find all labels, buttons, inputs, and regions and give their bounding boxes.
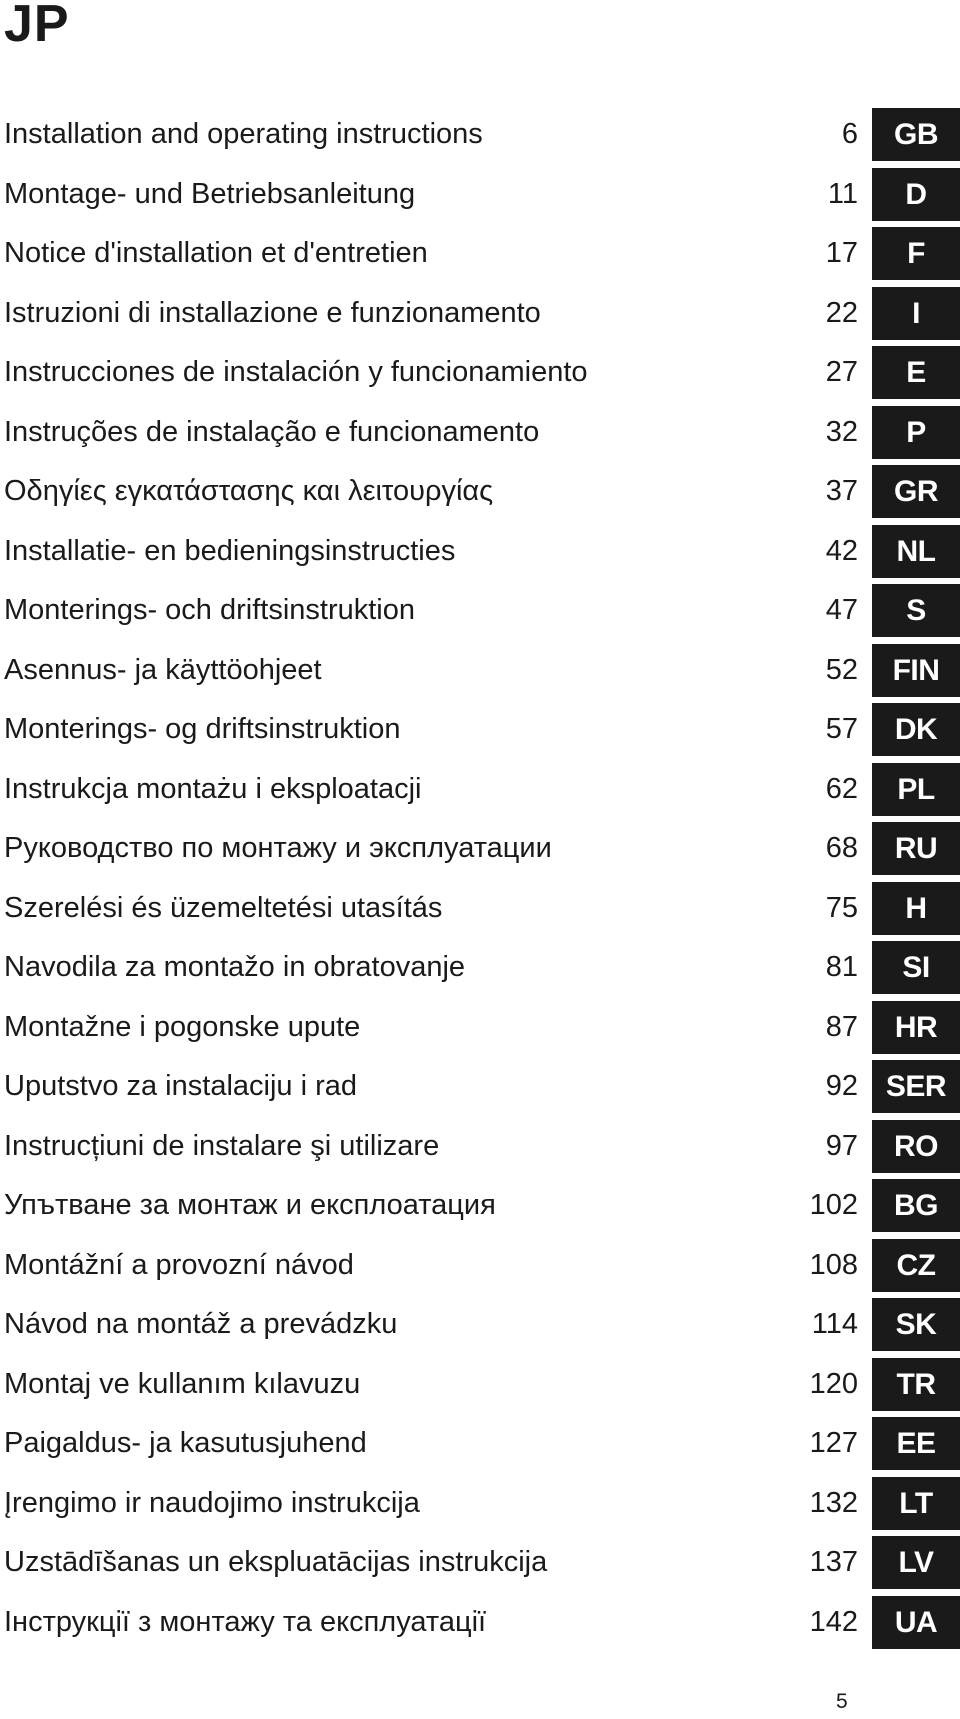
toc-row[interactable]	[0, 1477, 960, 1537]
toc-page-number: 102	[809, 1189, 858, 1221]
toc-row[interactable]	[0, 406, 960, 466]
toc-entry-title: Montaj ve kullanım kılavuzu	[4, 1367, 361, 1400]
toc-page-number: 6	[841, 118, 858, 150]
language-tab: RO	[872, 1120, 960, 1173]
toc-page-number: 92	[825, 1070, 858, 1102]
language-tab: UA	[872, 1596, 960, 1649]
toc-page-number: 11	[827, 177, 858, 210]
toc-row[interactable]	[0, 1060, 960, 1120]
toc-page-number: 27	[825, 356, 858, 388]
toc-row[interactable]	[0, 763, 960, 823]
toc-row[interactable]	[0, 525, 960, 585]
toc-row[interactable]	[0, 1596, 960, 1656]
toc-row[interactable]	[0, 584, 960, 644]
table-of-contents	[0, 108, 960, 1655]
language-tab: LV	[872, 1536, 960, 1589]
language-tab: F	[872, 227, 960, 280]
toc-page-number: 97	[825, 1129, 858, 1162]
toc-row[interactable]	[0, 168, 960, 228]
language-tab: GR	[872, 465, 960, 518]
toc-page-number: 114	[811, 1308, 858, 1340]
toc-entry-title: Navodila za montažo in obratovanje	[4, 951, 466, 983]
toc-row[interactable]	[0, 941, 960, 1001]
document-title: JP	[4, 0, 70, 53]
toc-row[interactable]	[0, 1239, 960, 1299]
language-tab: LT	[872, 1477, 960, 1530]
toc-row[interactable]	[0, 465, 960, 525]
toc-entry-title: Instrucțiuni de instalare şi utilizare	[4, 1129, 440, 1162]
language-tab: SI	[872, 941, 960, 994]
toc-row[interactable]	[0, 1298, 960, 1358]
language-tab: DK	[872, 703, 960, 756]
toc-page-number: 142	[809, 1605, 858, 1638]
language-tab: H	[872, 882, 960, 935]
toc-entry-title: Uzstādīšanas un ekspluatācijas instrukcija	[4, 1546, 548, 1578]
page-number: 5	[836, 1690, 848, 1713]
toc-entry-title: Інструкції з монтажу та експлуатації	[4, 1605, 487, 1638]
toc-row[interactable]	[0, 882, 960, 942]
toc-row[interactable]	[0, 1001, 960, 1061]
language-tab: RU	[872, 822, 960, 875]
toc-page-number: 127	[809, 1427, 858, 1459]
language-tab: EE	[872, 1417, 960, 1470]
toc-row[interactable]	[0, 1417, 960, 1477]
toc-entry-title: Instrukcja montażu i eksploatacji	[4, 772, 422, 805]
toc-page-number: 17	[825, 237, 858, 269]
toc-page-number: 68	[825, 832, 858, 864]
toc-row[interactable]	[0, 644, 960, 704]
toc-row[interactable]	[0, 1358, 960, 1418]
toc-entry-title: Įrengimo ir naudojimo instrukcija	[4, 1486, 420, 1519]
toc-row[interactable]	[0, 703, 960, 763]
toc-page-number: 132	[809, 1486, 858, 1519]
language-tab: BG	[872, 1179, 960, 1232]
toc-entry-title: Упътване за монтаж и експлоатация	[4, 1189, 496, 1221]
language-tab: D	[872, 168, 960, 221]
toc-row[interactable]	[0, 822, 960, 882]
toc-entry-title: Installatie- en bedieningsinstructies	[4, 534, 456, 567]
toc-page-number: 32	[825, 415, 858, 448]
toc-page-number: 52	[825, 653, 858, 686]
toc-page-number: 87	[825, 1010, 858, 1043]
toc-row[interactable]	[0, 1536, 960, 1596]
language-tab: E	[872, 346, 960, 399]
toc-entry-title: Руководство по монтажу и эксплуатации	[4, 832, 552, 864]
language-tab: I	[872, 287, 960, 340]
toc-entry-title: Notice d'installation et d'entretien	[4, 237, 428, 269]
language-tab: FIN	[872, 644, 960, 697]
toc-entry-title: Montage- und Betriebsanleitung	[4, 177, 416, 210]
toc-entry-title: Οδηγίες εγκατάστασης και λειτουργίας	[4, 475, 494, 507]
toc-page-number: 120	[809, 1367, 858, 1400]
language-tab: SK	[872, 1298, 960, 1351]
toc-entry-title: Paigaldus- ja kasutusjuhend	[4, 1427, 367, 1459]
toc-page-number: 81	[825, 951, 858, 983]
toc-entry-title: Monterings- och driftsinstruktion	[4, 594, 415, 626]
toc-page-number: 37	[825, 475, 858, 507]
toc-entry-title: Uputstvo za instalaciju i rad	[4, 1070, 357, 1102]
toc-row[interactable]	[0, 227, 960, 287]
language-tab: NL	[872, 525, 960, 578]
language-tab: P	[872, 406, 960, 459]
toc-page-number: 108	[809, 1248, 858, 1281]
toc-page-number: 47	[825, 594, 858, 626]
toc-entry-title: Instrucciones de instalación y funcionamiento	[4, 356, 588, 388]
toc-entry-title: Asennus- ja käyttöohjeet	[4, 653, 322, 686]
toc-entry-title: Montážní a provozní návod	[4, 1248, 354, 1281]
toc-entry-title: Návod na montáž a prevádzku	[4, 1308, 398, 1340]
language-tab: S	[872, 584, 960, 637]
language-tab: CZ	[872, 1239, 960, 1292]
toc-entry-title: Monterings- og driftsinstruktion	[4, 713, 401, 745]
language-tab: HR	[872, 1001, 960, 1054]
language-tab: TR	[872, 1358, 960, 1411]
toc-entry-title: Istruzioni di installazione e funzionamento	[4, 296, 541, 329]
language-tab: PL	[872, 763, 960, 816]
toc-page-number: 42	[825, 534, 858, 567]
toc-row[interactable]	[0, 287, 960, 347]
toc-row[interactable]	[0, 1120, 960, 1180]
toc-page-number: 62	[825, 772, 858, 805]
toc-page-number: 75	[825, 891, 858, 924]
toc-page-number: 22	[825, 296, 858, 329]
toc-entry-title: Installation and operating instructions	[4, 118, 483, 150]
toc-row[interactable]	[0, 346, 960, 406]
toc-entry-title: Szerelési és üzemeltetési utasítás	[4, 891, 443, 924]
toc-page-number: 137	[809, 1546, 858, 1578]
toc-row[interactable]	[0, 108, 960, 168]
toc-page-number: 57	[825, 713, 858, 745]
toc-entry-title: Instruções de instalação e funcionamento	[4, 415, 540, 448]
language-tab: SER	[872, 1060, 960, 1113]
toc-row[interactable]	[0, 1179, 960, 1239]
language-tab: GB	[872, 108, 960, 161]
toc-entry-title: Montažne i pogonske upute	[4, 1010, 361, 1043]
